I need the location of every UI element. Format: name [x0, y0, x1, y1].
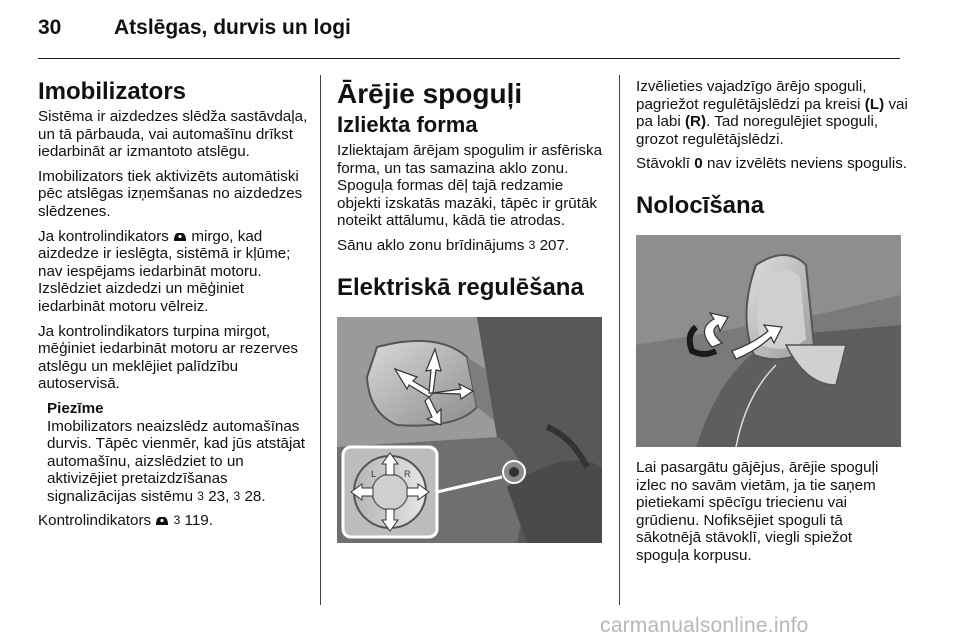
paragraph-folding: Lai pasargātu gājējus, ārējie spoguļi izlec no savām vietām, ja tie saņem pietiekami spēcīgu triecienu vai grūdienu. Nofiksējiet spoguli tā sākotnējā stāvoklī, viegli spiežot spoguļa korpusu. [636, 458, 879, 564]
mirror-adjust-illustration [337, 317, 602, 543]
paragraph-position-zero-b: nav izvēlēts neviens spogulis. [706, 155, 908, 173]
paragraph-select-mirror-b: vai pa labi [636, 95, 908, 131]
paragraph-1: Sistēma ir aizdedzes slēdža sastāvdaļa, un tā pārbauda, vai automašīnu drīkst iedarbināt ar izmantoto atslēgu. [38, 108, 308, 161]
page-number: 30 [38, 16, 62, 39]
paragraph-4: Ja kontrolindikators turpina mirgot, mēģiniet iedarbināt motoru ar rezerves atslēgu un meklējiet palīdzību autoservisā. [38, 322, 298, 393]
paragraph-convex: Izliektajam ārējam spogulim ir asfēriska forma, un tas samazina aklo zonu. Spoguļa formas dēļ tajā redzamie objekti izskatās mazāki, tāpēc ir grūtāk noteikt attālumu, kādā tie atrodas. [337, 142, 603, 230]
paragraph-blindspot-start: Sānu aklo zonu brīdinājums [337, 236, 525, 254]
knob-label-right: R [404, 468, 411, 479]
label-zero: 0 [694, 155, 703, 173]
note-ref-2[interactable]: 28. [244, 487, 266, 505]
page-title: Atslēgas, durvis un logi [114, 16, 351, 39]
ref-arrow-icon: 3 [173, 513, 181, 528]
ref-arrow-icon: 3 [233, 488, 241, 503]
watermark: carmanualsonline.info [600, 614, 809, 637]
paragraph-3 [38, 228, 310, 316]
column-divider-1 [320, 75, 321, 605]
paragraph-select-mirror [636, 78, 908, 148]
column-folding [636, 78, 908, 572]
mirror-fold-illustration [636, 235, 901, 447]
paragraph-5-ref[interactable]: 119. [184, 512, 213, 530]
car-key-icon [155, 515, 169, 526]
note-title: Piezīme [47, 399, 104, 417]
label-right: (R) [685, 113, 707, 131]
paragraph-5 [38, 512, 310, 530]
paragraph-2: Imobilizators tiek aktivizēts automātiski pēc atslēgas izņemšanas no aizdedzes slēdzenes. [38, 167, 303, 220]
knob-label-left: L [371, 468, 377, 479]
paragraph-select-mirror-a: Izvēlieties vajadzīgo ārējo spoguli, pagriežot regulētājslēdzi pa kreisi [636, 78, 867, 113]
heading-folding: Nolocīšana [636, 191, 765, 219]
paragraph-blindspot-ref[interactable]: 207. [539, 236, 570, 254]
subheading-convex: Izliekta forma [337, 112, 478, 137]
page-header [38, 16, 900, 46]
heading-electric-adjust: Elektriskā regulēšana [337, 273, 584, 301]
note-ref-1[interactable]: 23, [208, 487, 230, 505]
paragraph-blindspot [337, 237, 609, 255]
column-immobilizer [38, 78, 310, 537]
paragraph-5-start: Kontrolindikators [38, 512, 152, 530]
note-box [38, 400, 310, 506]
note-text-body: Imobilizators neaizslēdz automašīnas durvis. Tāpēc vienmēr, kad jūs atstājat automašīnu, aizslēdziet to un aktivizējiet pretaizdzīšanas signalizācijas sistēmu [47, 417, 306, 505]
header-rule [38, 58, 900, 59]
paragraph-3-end: mirgo, kad aizdedze ir ieslēgta, sistēmā ir kļūme; nav iespējams iedarbināt motoru. Izslēdziet aizdedzi un mēģiniet iedarbināt motoru vēlreiz. [38, 227, 291, 315]
paragraph-select-mirror-c: . Tad noregulējiet spoguli, grozot regulētājslēdzi. [636, 113, 879, 148]
ref-arrow-icon: 3 [528, 237, 536, 252]
paragraph-3-start: Ja kontrolindikators [38, 227, 169, 245]
paragraph-position-zero-a: Stāvoklī [636, 155, 691, 173]
column-divider-2 [619, 75, 620, 605]
note-text [47, 418, 310, 506]
heading-immobilizer: Imobilizators [38, 78, 187, 105]
heading-exterior-mirrors: Ārējie spoguļi [337, 78, 523, 109]
paragraph-position-zero [636, 155, 908, 173]
label-left: (L) [864, 95, 885, 113]
column-mirrors [337, 78, 609, 543]
ref-arrow-icon: 3 [197, 488, 204, 503]
car-key-icon [173, 231, 187, 242]
